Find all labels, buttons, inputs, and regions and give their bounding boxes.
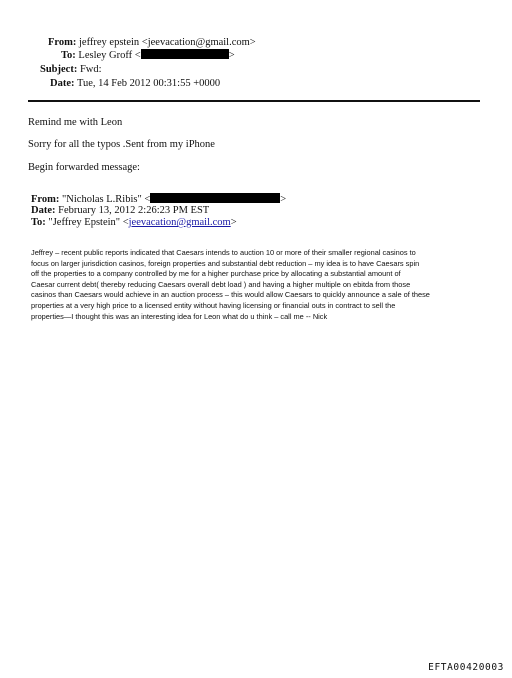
from-label: From: xyxy=(48,37,77,48)
fwd-date-value: February 13, 2012 2:26:23 PM EST xyxy=(58,205,210,216)
date-label: Date: xyxy=(50,78,75,89)
message-line-2: Sorry for all the typos .Sent from my iPhone xyxy=(28,139,215,150)
forwarded-body xyxy=(31,248,483,322)
body-line: properties—I thought this was an interesting idea for Leon what do u think – call me -- Nick xyxy=(31,311,328,321)
body-line: Jeffrey – recent public reports indicated that Caesars intends to auction 10 or more of their smaller regional casinos to xyxy=(31,248,416,257)
body-line: focus on larger jurisdiction casinos, foreign properties and substantial debt reduction – my idea is to have Caesars spin xyxy=(31,258,420,268)
subject-value: Fwd: xyxy=(79,64,102,75)
document-id: EFTA00420003 xyxy=(428,662,504,673)
header-date xyxy=(50,77,220,90)
fwd-to-value: "Jeffrey Epstein" < xyxy=(48,217,129,228)
body-line: casinos than Caesars would achieve in an auction process – this would allow Caesars to quickly announce a sale of these xyxy=(31,290,430,300)
forwarded-to xyxy=(31,217,237,229)
body-line: Caesar current debt( thereby reducing Caesars overall debt load ) and having a higher multiple on ebitda from those xyxy=(31,279,411,289)
fwd-to-email-link[interactable]: jeevacation@gmail.com xyxy=(128,217,231,228)
date-value: Tue, 14 Feb 2012 00:31:55 +0000 xyxy=(76,78,221,89)
body-line: properties at a very high price to a licensed entity without having licensing or financial outs in contract to sell the xyxy=(31,300,396,310)
subject-label: Subject: xyxy=(40,64,78,75)
to-value: Lesley Groff < xyxy=(78,50,141,61)
fwd-from-label: From: xyxy=(31,194,60,205)
redaction-bar xyxy=(141,49,229,59)
to-close: > xyxy=(228,50,235,61)
fwd-from-close: > xyxy=(280,194,287,205)
header-from xyxy=(48,36,256,49)
to-label: To: xyxy=(61,50,76,61)
body-line: off the properties to a company controlled by me for a higher purchase price by allocating a substantial amount of xyxy=(31,269,401,279)
header-divider xyxy=(28,100,480,102)
header-subject xyxy=(40,63,102,76)
redaction-bar xyxy=(150,193,280,203)
fwd-date-label: Date: xyxy=(31,205,56,216)
message-line-1: Remind me with Leon xyxy=(28,117,123,128)
from-value: jeffrey epstein <jeevacation@gmail.com> xyxy=(79,37,256,48)
fwd-to-close: > xyxy=(230,217,237,228)
forwarded-date xyxy=(31,205,209,217)
header-to xyxy=(61,49,235,62)
fwd-to-label: To: xyxy=(31,217,46,228)
fwd-from-value: "Nicholas L.Ribis" < xyxy=(62,194,151,205)
message-line-3: Begin forwarded message: xyxy=(28,162,140,173)
